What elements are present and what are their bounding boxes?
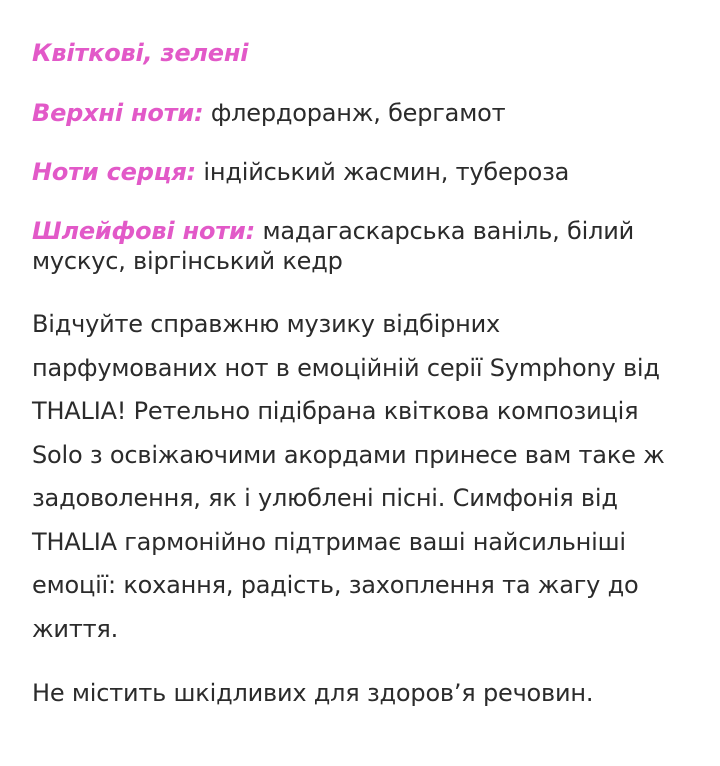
fragrance-family (32, 38, 690, 68)
product-description-text: Відчуйте справжню музику відбірних парфумованих нот в емоційній серії Symphony від THALIA! Ретельно підібрана квіткова композиція Solo з освіжаючими акордами принесе вам таке ж задоволення, як і улюблені пісні. Симфонія від THALIA гармонійно підтримає ваші найсильніші емоції: кохання, радість, захоплення та жагу до життя. (32, 310, 665, 643)
base-notes-label: Шлейфові ноти: (32, 217, 255, 245)
heart-notes-label: Ноти серця: (32, 158, 196, 186)
safety-disclaimer: Не містить шкідливих для здоров’я речовин. (32, 679, 594, 707)
base-notes-value: мадагаскарська ваніль, білий мускус, віргінський кедр (32, 217, 635, 275)
heart-notes-row (32, 157, 690, 187)
top-notes-row (32, 98, 690, 128)
top-notes-value: флердоранж, бергамот (210, 99, 506, 127)
heart-notes-value: індійський жасмин, тубероза (203, 158, 570, 186)
fragrance-family-label: Квіткові, зелені (32, 39, 249, 67)
top-notes-label: Верхні ноти: (32, 99, 204, 127)
base-notes-row (32, 216, 690, 276)
